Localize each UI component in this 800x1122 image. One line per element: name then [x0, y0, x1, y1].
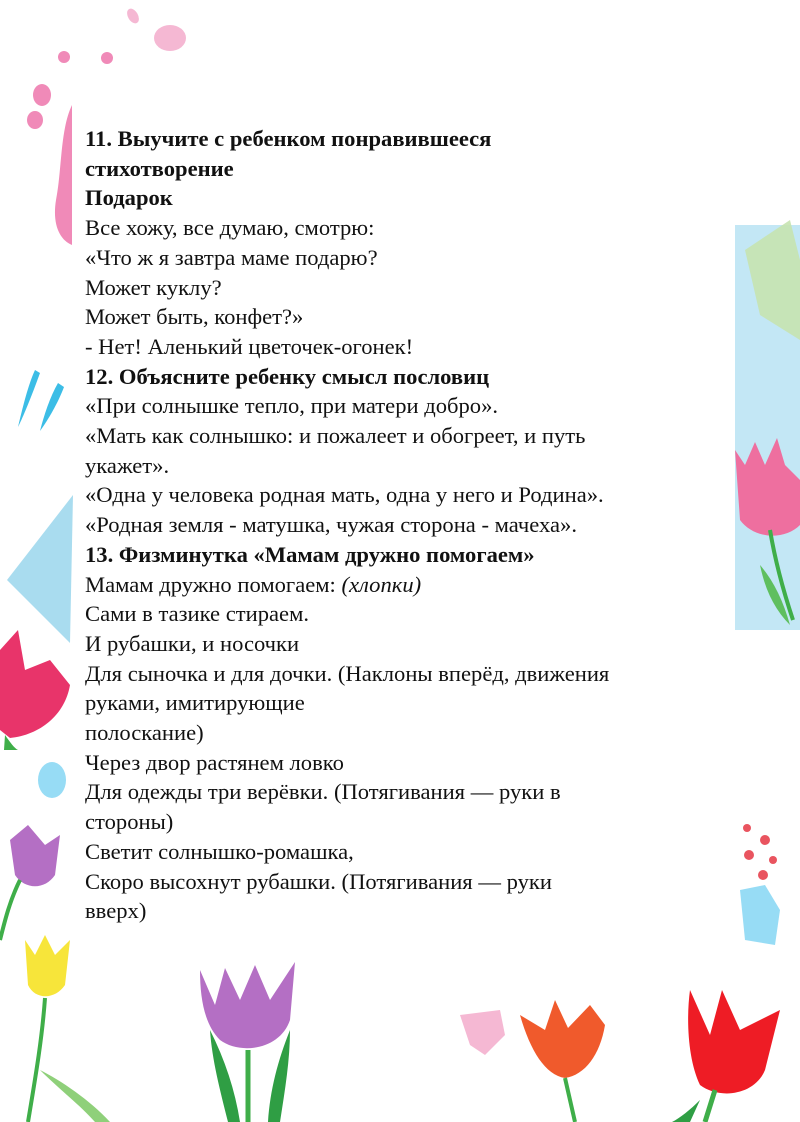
- yellow-tulip-decoration: [20, 930, 75, 1122]
- exercise-line: Скоро высохнут рубашки. (Потягивания — руки: [85, 868, 552, 894]
- proverb-line: «Одна у человека родная мать, одна у него и Родина».: [85, 482, 604, 508]
- exercise-text: Мамам дружно помогаем:: [85, 571, 342, 597]
- blue-brushstroke-decoration: [10, 365, 70, 435]
- exercise-line: Светит солнышко-ромашка,: [85, 838, 354, 864]
- exercise-line: Для одежды три верёвки. (Потягивания — руки в: [85, 779, 561, 805]
- right-watercolor-panel-decoration: [735, 220, 800, 640]
- exercise-line: [85, 570, 725, 600]
- poem-line: Может быть, конфет?»: [85, 304, 304, 330]
- proverb-line: укажет».: [85, 452, 170, 478]
- poem-title: Подарок: [85, 185, 173, 211]
- document-body: [85, 124, 725, 926]
- section11-heading-line2: стихотворение: [85, 155, 234, 181]
- proverb-line: «Мать как солнышко: и пожалеет и обогреет, и путь: [85, 423, 586, 449]
- section13-heading: 13. Физминутка «Мамам дружно помогаем»: [85, 541, 535, 567]
- bottom-tulips-decoration: [0, 960, 800, 1122]
- poem-line: «Что ж я завтра маме подарю?: [85, 244, 378, 270]
- pink-tulip-left-decoration: [0, 630, 80, 750]
- exercise-line: вверх): [85, 898, 147, 924]
- exercise-line: Для сыночка и для дочки. (Наклоны вперёд, движения: [85, 660, 610, 686]
- exercise-line: И рубашки, и носочки: [85, 630, 300, 656]
- proverb-line: «При солнышке тепло, при матери добро».: [85, 393, 499, 419]
- exercise-line: Через двор растянем ловко: [85, 749, 344, 775]
- exercise-line: Сами в тазике стираем.: [85, 601, 310, 627]
- section12-heading: 12. Объясните ребенку смысл пословиц: [85, 363, 490, 389]
- right-dots-decoration: [735, 810, 800, 950]
- proverb-line: «Родная земля - матушка, чужая сторона - мачеха».: [85, 512, 577, 538]
- poem-line: Все хожу, все думаю, смотрю:: [85, 215, 375, 241]
- blue-triangle-decoration: [5, 495, 75, 645]
- left-flowers-decoration: [0, 750, 80, 970]
- exercise-line: стороны): [85, 809, 174, 835]
- poem-line: - Нет! Аленький цветочек-огонек!: [85, 333, 414, 359]
- exercise-line: полоскание): [85, 720, 204, 746]
- exercise-line: руками, имитирующие: [85, 690, 305, 716]
- exercise-instruction: (хлопки): [341, 571, 422, 597]
- section11-heading-line1: 11. Выучите с ребенком понравившееся: [85, 126, 492, 151]
- poem-line: Может куклу?: [85, 274, 222, 300]
